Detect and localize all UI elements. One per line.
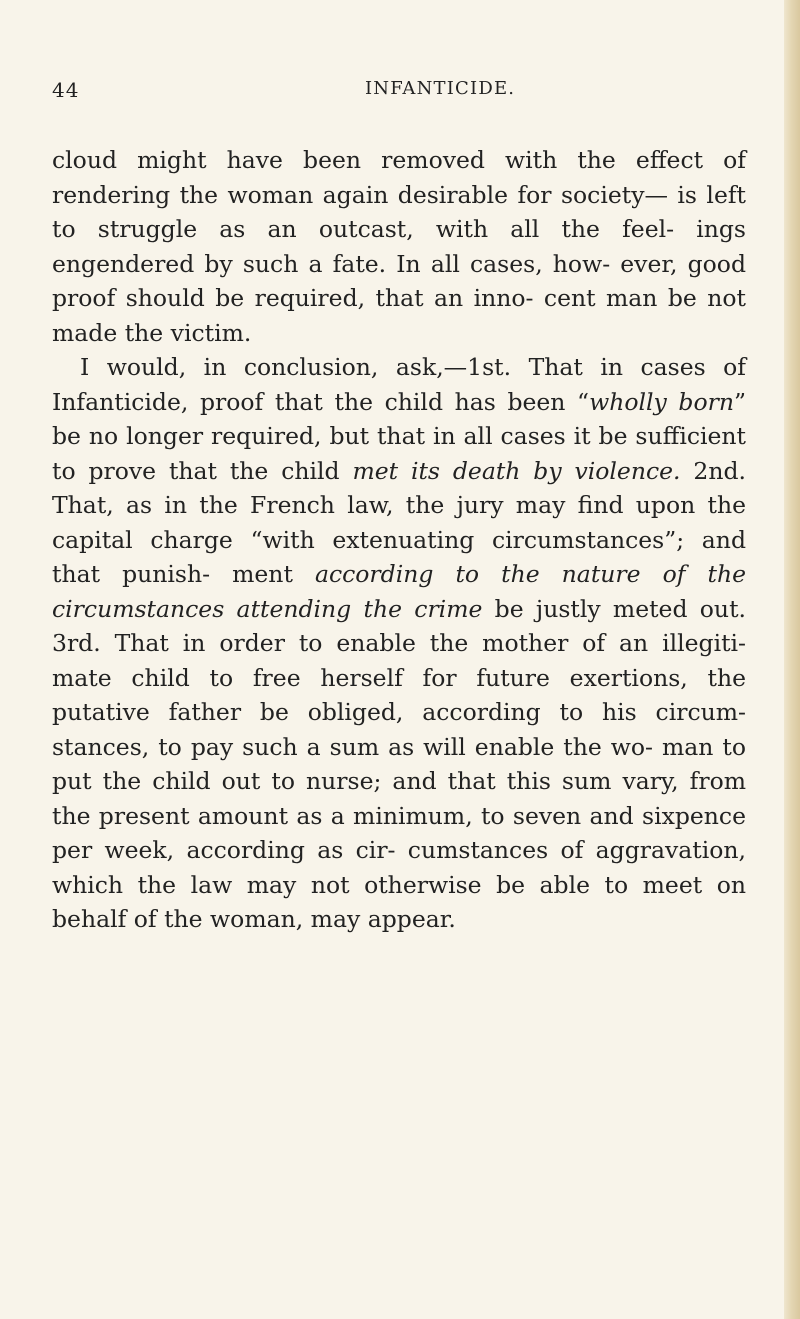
paragraph-2-segment-1: I would, in conclusion, ask,—1st. That in cases of Infanticide, proof that the child has been “ — [52, 353, 746, 416]
paragraph-1: cloud might have been removed with the effect of rendering the woman again desirable for society— is left to struggle as an outcast, with all the feel- ings engendered by such a fate. In all cases, how- ever, good proof should be required, that an inno- cent man be not made the victim. — [52, 146, 746, 347]
paragraph-2-segment-5: 2nd. That, as in the French law, the jury may find upon the capital charge “with extenuating circumstances”; and that punish- ment — [52, 456, 746, 588]
running-title: INFANTICIDE. — [365, 78, 516, 99]
page-edge — [784, 0, 800, 1319]
page-number: 44 — [52, 78, 80, 102]
emphasis-nature-of-circumstances: according to the nature of the circumstances attending the crime — [52, 560, 746, 623]
emphasis-wholly-born: wholly born — [589, 387, 734, 416]
body-text — [52, 143, 746, 937]
emphasis-met-its-death: met its death by violence. — [352, 456, 681, 485]
paragraph-2 — [52, 350, 746, 937]
paragraph-2-segment-3: ” be no longer required, but that in all cases it be sufficient to prove that the child — [52, 387, 746, 485]
page-header — [52, 78, 752, 108]
paragraph-2-segment-7: be justly meted out. 3rd. That in order to enable the mother of an illegiti- mate child to free herself for future exertions, the putative father be obliged, according to his circum- stances, to pay such a sum as will enable the wo- man to put the child out to nurse; and that this sum vary, from the present amount as a minimum, to seven and sixpence per week, according as cir- cumstances of aggravation, which the law may not otherwise be able to meet on behalf of the woman, may appear. — [52, 594, 746, 933]
